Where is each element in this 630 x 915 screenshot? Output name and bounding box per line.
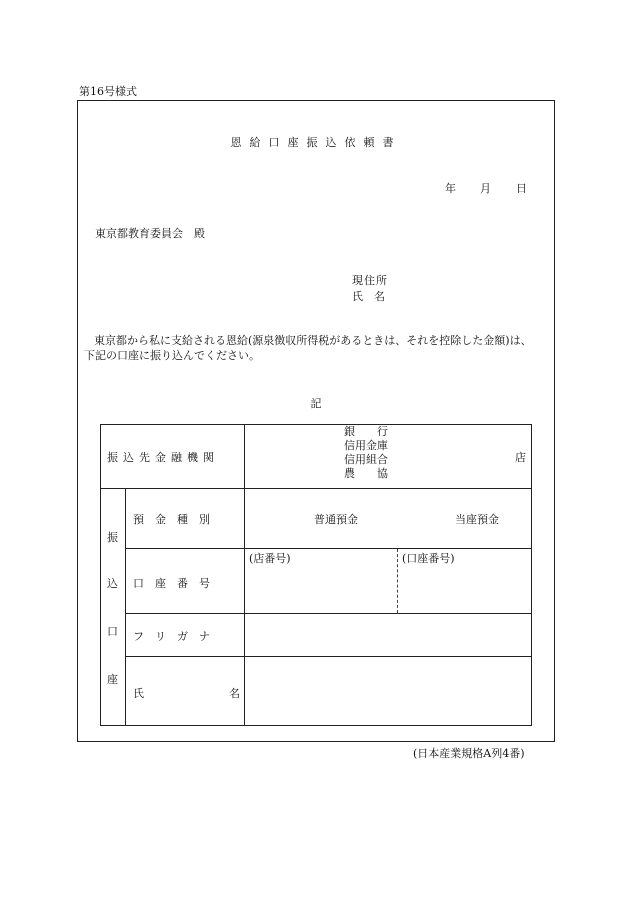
bank-type-list bbox=[344, 425, 388, 481]
branch-suffix: 店 bbox=[515, 451, 526, 464]
deposit-type-ordinary[interactable]: 普通預金 bbox=[314, 513, 358, 526]
account-section-char-3: 口 bbox=[107, 625, 118, 638]
account-name-label-1: 氏 bbox=[133, 687, 144, 700]
account-section-char-2: 込 bbox=[107, 577, 118, 590]
applicant-name-label: 氏 名 bbox=[352, 290, 385, 303]
date-year-label: 年 bbox=[445, 182, 456, 195]
paper-size-note: (日本産業規格A列4番) bbox=[413, 747, 525, 760]
addressee: 東京都教育委員会 殿 bbox=[95, 227, 205, 240]
document-title: 恩給口座振込依頼書 bbox=[230, 136, 402, 149]
ki-label: 記 bbox=[310, 397, 322, 410]
column-divider bbox=[244, 425, 245, 725]
account-section-char-1: 振 bbox=[107, 531, 118, 544]
form-number: 第16号様式 bbox=[79, 85, 137, 98]
row-divider bbox=[101, 488, 531, 489]
request-body-text: 東京都から私に支給される恩給(源泉徴収所得税があるときは、それを控除した金額)は、下記の口座に振り込んでください。 bbox=[84, 334, 532, 362]
row-divider bbox=[125, 548, 531, 549]
account-name-label-2: 名 bbox=[229, 687, 240, 700]
deposit-type-current[interactable]: 当座預金 bbox=[455, 513, 499, 526]
transfer-details-table bbox=[100, 424, 532, 726]
date-month-label: 月 bbox=[480, 182, 491, 195]
bank-type-bank: 銀 行 bbox=[344, 425, 388, 438]
bank-type-nokyo: 農 協 bbox=[344, 467, 388, 480]
row-divider bbox=[125, 613, 531, 614]
furigana-label: フ リ ガ ナ bbox=[133, 630, 210, 643]
account-number-sub-label: (口座番号) bbox=[402, 552, 455, 565]
row-divider bbox=[125, 656, 531, 657]
bank-header-label: 振込先金融機関 bbox=[107, 451, 219, 464]
date-day-label: 日 bbox=[516, 182, 527, 195]
bank-type-shinkumi: 信用組合 bbox=[344, 453, 388, 466]
account-number-label: 口 座 番 号 bbox=[133, 577, 210, 590]
deposit-type-label: 預 金 種 別 bbox=[133, 513, 210, 526]
current-address-label: 現住所 bbox=[352, 274, 388, 287]
bank-type-shinkin: 信用金庫 bbox=[344, 439, 388, 452]
dashed-divider bbox=[397, 549, 398, 613]
branch-number-label: (店番号) bbox=[249, 552, 291, 565]
account-section-char-4: 座 bbox=[107, 673, 118, 686]
column-divider bbox=[125, 488, 126, 725]
